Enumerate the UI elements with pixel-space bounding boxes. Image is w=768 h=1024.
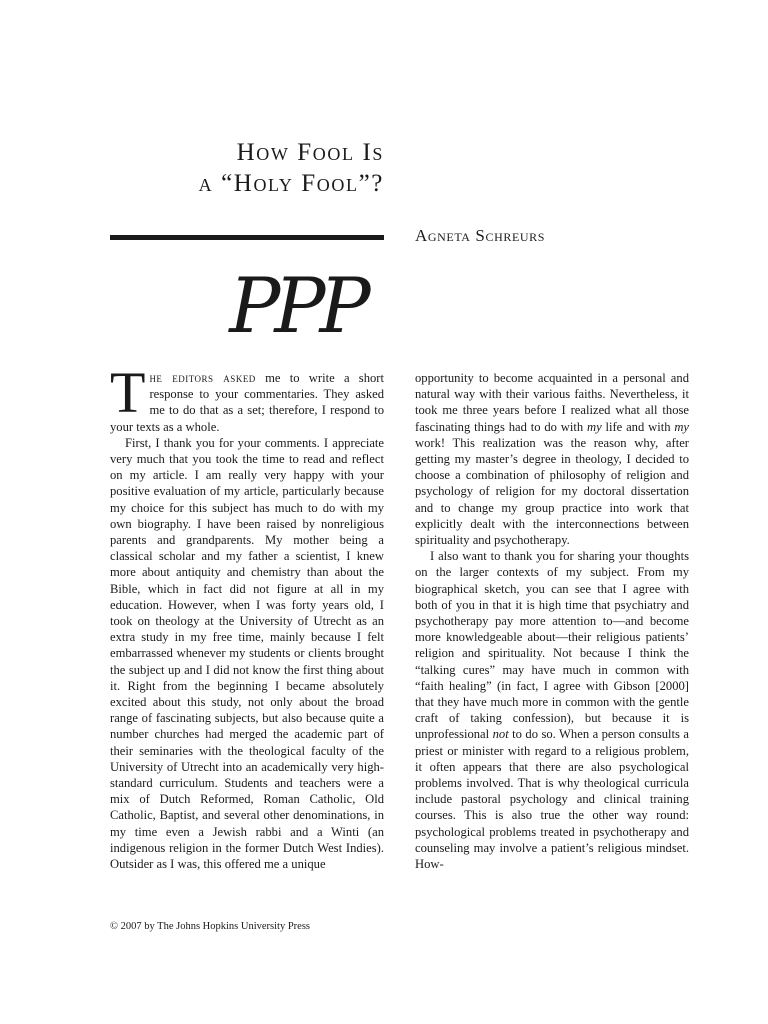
- p4-text-a: I also want to thank you for sharing your thoughts on the larger contexts of my subject. From my biographical sketch, you can see that I agree with both of you in that it is high time that psychiatry and psychotherapy pay more attention to—and become more knowledgeable about—their religious patients’ religion and spirituality. Not because I think the “talking cures” may have much in common with “faith healing” (in fact, I agree with Gibson [2000] that they have much more in common with the gentle craft of taking confession), but because it is unprofessional: [415, 549, 689, 742]
- title-line-1: How Fool Is: [236, 139, 384, 166]
- p3-text-b: life and with: [601, 419, 675, 434]
- title-rule: [110, 235, 384, 240]
- copyright-footer: © 2007 by The Johns Hopkins University Press: [110, 921, 310, 932]
- p4-emphasis-not: not: [492, 727, 509, 742]
- p4-text-b: to do so. When a person consults a priest or minister with regard to a religious problem, it often appears that there are also psychological problems involved. That is why theological curricula include pastoral psychology and clinical training courses. This is also true the other way round: psychological problems treated in psychotherapy and counseling may involve a patient’s religious mindset. How-: [415, 727, 689, 872]
- right-column: [415, 370, 689, 872]
- p3-emphasis-my-2: my: [674, 419, 689, 434]
- paragraph-1-text: me to write a short response to your commentaries. They asked me to do that as a set; therefore, I respond to your texts as a whole.: [110, 371, 384, 434]
- title-line-2: a “Holy Fool”?: [198, 170, 384, 197]
- lead-in-smallcaps: he editors asked: [149, 371, 256, 385]
- left-column: [110, 360, 384, 872]
- p3-text-a: opportunity to become acquainted in a personal and natural way with their various faiths. Nevertheless, it took me three years before I realized what all those fascinating things had to do with: [415, 371, 689, 434]
- ornament-text: PPP: [229, 268, 365, 348]
- ppp-ornament: [204, 268, 390, 348]
- paragraph-4: [415, 548, 689, 872]
- paragraph-3: [415, 370, 689, 548]
- paragraph-1: [110, 360, 384, 435]
- paragraph-2: First, I thank you for your comments. I appreciate very much that you took the time to read and reflect on my article. I am really very happy with your positive evaluation of my article, particularly because my choice for this subject has much to do with my own biography. I have been raised by nonreligious parents and grandparents. My mother being a classical scholar and my father a scientist, I knew more about antiquity and chemistry than about the Bible, which in fact did not figure at all in my education. However, when I was forty years old, I took on theology at the University of Utrecht as an extra study in my free time, mainly because I felt embarrassed whenever my students or clients brought the subject up and I did not know the first thing about it. Right from the beginning I became absolutely excited about this study, not only about the broad range of fascinating subjects, but also because quite a number churches had merged the academic part of their seminaries with the theological faculty of the University of Utrecht into an academically very high-standard curriculum. Students and teachers were a mix of Dutch Reformed, Roman Catholic, Old Catholic, Baptist, and several other denominations, in my time even a Jewish rabbi and a Winti (an indigenous religion in the former Dutch West Indies). Outsider as I was, this offered me a unique: [110, 435, 384, 872]
- article-title: [110, 137, 384, 199]
- author-name: Agneta Schreurs: [415, 226, 546, 245]
- drop-cap: T: [110, 360, 146, 425]
- p3-text-c: work! This realization was the reason why, after getting my master’s degree in theology, I decided to choose a combination of philosophy of religion and psychology of religion for my doctoral dissertation and to change my group practice into work that explicitly dealt with the interconnections between spirituality and psychotherapy.: [415, 435, 689, 548]
- p3-emphasis-my-1: my: [586, 419, 602, 434]
